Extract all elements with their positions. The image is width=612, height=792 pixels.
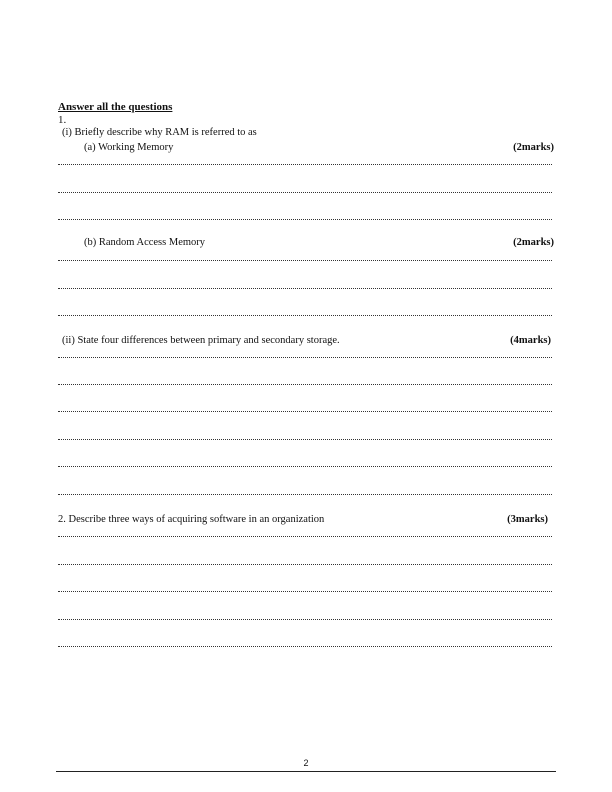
answer-line [58, 591, 552, 592]
answer-line [58, 357, 552, 358]
answer-line [58, 260, 552, 261]
answer-line [58, 192, 552, 193]
answer-line [58, 219, 552, 220]
answer-line [58, 288, 552, 289]
answer-line [58, 619, 552, 620]
answer-line [58, 646, 552, 647]
answer-line [58, 384, 552, 385]
question-2-text: 2. Describe three ways of acquiring software in an organization [58, 514, 325, 525]
question-1-part-i-stem: (i) Briefly describe why RAM is referred to as [62, 127, 257, 138]
question-1-part-a-text: (a) Working Memory [84, 142, 174, 153]
answer-line [58, 466, 552, 467]
question-1-part-ii-marks: (4marks) [510, 335, 551, 346]
answer-line [58, 536, 552, 537]
answer-line [58, 411, 552, 412]
question-1-part-a-marks: (2marks) [513, 142, 554, 153]
answer-line [58, 439, 552, 440]
question-1-number: 1. [58, 114, 67, 126]
page-number: 2 [303, 758, 309, 768]
answer-line [58, 494, 552, 495]
question-2-marks: (3marks) [507, 514, 548, 525]
answer-line [58, 164, 552, 165]
question-1-part-b-marks: (2marks) [513, 237, 554, 248]
question-1-part-ii-text: (ii) State four differences between primary and secondary storage. [62, 335, 340, 346]
answer-line [58, 315, 552, 316]
section-heading: Answer all the questions [58, 101, 173, 113]
footer-rule [56, 771, 556, 772]
answer-line [58, 564, 552, 565]
question-1-part-b-text: (b) Random Access Memory [84, 237, 206, 248]
